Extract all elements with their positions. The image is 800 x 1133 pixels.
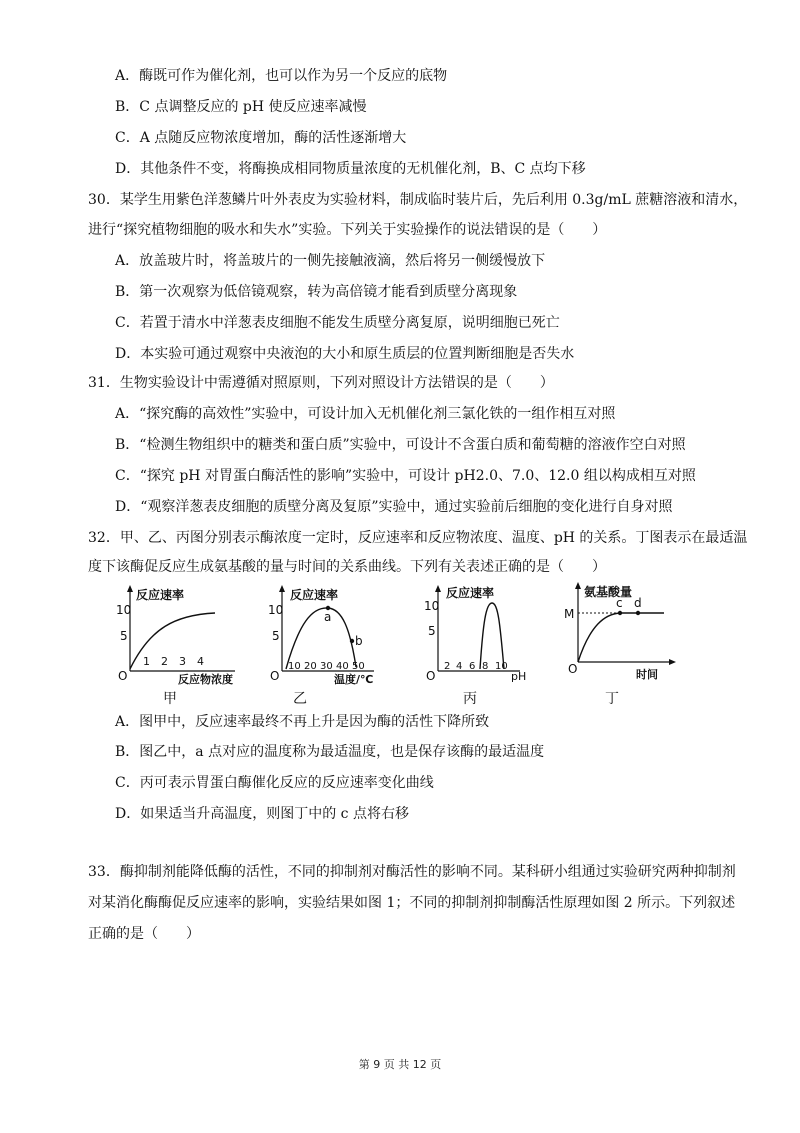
graph-yi-caption: 乙 xyxy=(293,691,307,707)
graph-jia-xtick-4: 4 xyxy=(197,655,204,668)
q30-stem-line1: 30．某学生用紫色洋葱鳞片叶外表皮为实验材料，制成临时装片后，先后利用 0.3g/mL 蔗糖溶液和清水， xyxy=(88,192,748,208)
graph-yi-y-arrow xyxy=(279,585,285,592)
graph-ding-y-arrow xyxy=(575,582,581,589)
graph-ding-xlabel: 时间 xyxy=(636,668,658,680)
q32-stem-line2: 度下该酶促反应生成氨基酸的量与时间的关系曲线。下列有关表述正确的是（ ） xyxy=(88,559,606,575)
q29-option-d: D．其他条件不变，将酶换成相同物质量浓度的无机催化剂，B、C 点均下移 xyxy=(115,161,586,177)
page-footer: 第 9 页 共 12 页 xyxy=(358,1058,442,1071)
graph-yi-xtick-20: 20 xyxy=(304,661,317,672)
graph-jia-xtick-2: 2 xyxy=(161,655,168,668)
graph-yi-ytick-5: 5 xyxy=(272,629,280,643)
graph-jia-xtick-3: 3 xyxy=(179,655,186,668)
q30-stem-line2: 进行“探究植物细胞的吸水和失水”实验。下列关于实验操作的说法错误的是（ ） xyxy=(88,222,607,238)
graph-bing-ytick-10: 10 xyxy=(424,599,440,613)
graph-jia-y-arrow xyxy=(127,585,133,592)
graph-jia-origin: O xyxy=(118,669,128,683)
graph-yi-ylabel: 反应速率 xyxy=(290,588,339,602)
graph-ding-point-c xyxy=(618,611,622,615)
graph-yi-xtick-10: 10 xyxy=(288,661,301,672)
graph-jia-ylabel: 反应速率 xyxy=(136,588,185,602)
graph-ding xyxy=(560,580,680,684)
q30-option-b: B．第一次观察为低倍镜观察，转为高倍镜才能看到质壁分离现象 xyxy=(115,284,518,300)
graph-bing xyxy=(420,583,535,687)
graph-ding-label-d: d xyxy=(634,596,642,610)
q33-stem-line2: 对某消化酶酶促反应速率的影响，实验结果如图 1；不同的抑制剂抑制酶活性原理如图 2 所示。下列叙述 xyxy=(88,895,736,911)
q30-option-d: D．本实验可通过观察中央液泡的大小和原生质层的位置判断细胞是否失水 xyxy=(115,346,575,362)
graph-yi-xlabel: 温度/℃ xyxy=(334,673,374,686)
graph-bing-curve xyxy=(480,603,504,669)
q29-option-b: B．C 点调整反应的 pH 使反应速率减慢 xyxy=(115,99,367,115)
graph-yi-xtick-40: 40 xyxy=(336,661,349,672)
graph-ding-caption: 丁 xyxy=(605,691,619,707)
q32-option-a: A．图甲中，反应速率最终不再上升是因为酶的活性下降所致 xyxy=(115,714,490,730)
q30-option-a: A．放盖玻片时，将盖玻片的一侧先接触液滴，然后将另一侧缓慢放下 xyxy=(115,253,546,269)
graph-jia-caption: 甲 xyxy=(163,691,177,707)
graph-bing-ylabel: 反应速率 xyxy=(446,586,495,600)
graph-ding-ymark-m: M xyxy=(564,607,575,621)
graph-bing-ytick-5: 5 xyxy=(428,624,436,638)
graph-ding-label-c: c xyxy=(616,596,623,610)
q32-option-b: B．图乙中，a 点对应的温度称为最适温度，也是保存该酶的最适温度 xyxy=(115,744,545,760)
graph-ding-ylabel: 氨基酸量 xyxy=(584,585,633,599)
graph-yi-origin: O xyxy=(270,669,280,683)
q31-option-a: A．“探究酶的高效性”实验中，可设计加入无机催化剂三氯化铁的一组作相互对照 xyxy=(115,406,616,422)
q31-option-b: B．“检测生物组织中的糖类和蛋白质”实验中，可设计不含蛋白质和葡萄糖的溶液作空白对照 xyxy=(115,437,686,453)
graph-jia-ytick-10: 10 xyxy=(116,603,132,617)
q32-stem-line1: 32．甲、乙、丙图分别表示酶浓度一定时，反应速率和反应物浓度、温度、pH 的关系。丁图表示在最适温 xyxy=(88,530,748,546)
graph-bing-xtick-8: 8 xyxy=(482,661,489,672)
graph-ding-point-d xyxy=(636,611,640,615)
graph-bing-xtick-2: 2 xyxy=(444,661,451,672)
graph-yi-point-b xyxy=(350,639,354,643)
q31-option-c: C．“探究 pH 对胃蛋白酶活性的影响”实验中，可设计 pH2.0、7.0、12.0 组以构成相互对照 xyxy=(115,468,696,484)
graph-bing-xlabel: pH xyxy=(511,670,527,683)
graph-yi-label-a: a xyxy=(324,610,332,624)
graph-yi-xtick-50: 50 xyxy=(352,661,365,672)
q32-option-d: D．如果适当升高温度，则图丁中的 c 点将右移 xyxy=(115,806,409,822)
graph-bing-xtick-6: 6 xyxy=(469,661,476,672)
q33-stem-line1: 33．酶抑制剂能降低酶的活性，不同的抑制剂对酶活性的影响不同。某科研小组通过实验研究两种抑制剂 xyxy=(88,864,736,880)
graph-ding-origin: O xyxy=(568,662,578,676)
graph-jia-xtick-1: 1 xyxy=(143,655,150,668)
q29-option-a: A．酶既可作为催化剂，也可以作为另一个反应的底物 xyxy=(115,68,448,84)
graph-bing-xtick-4: 4 xyxy=(456,661,463,672)
q32-option-c: C．丙可表示胃蛋白酶催化反应的反应速率变化曲线 xyxy=(115,775,434,791)
q31-option-d: D．“观察洋葱表皮细胞的质壁分离及复原”实验中，通过实验前后细胞的变化进行自身对照 xyxy=(115,499,673,515)
graph-bing-origin: O xyxy=(426,669,436,683)
graph-yi-curve xyxy=(286,608,356,669)
q29-option-c: C．A 点随反应物浓度增加，酶的活性逐渐增大 xyxy=(115,130,407,146)
graph-jia-ytick-5: 5 xyxy=(120,629,128,643)
graph-yi-label-b: b xyxy=(355,634,363,648)
q30-option-c: C．若置于清水中洋葱表皮细胞不能发生质壁分离复原，说明细胞已死亡 xyxy=(115,315,560,331)
q31-stem: 31．生物实验设计中需遵循对照原则，下列对照设计方法错误的是（ ） xyxy=(88,375,554,391)
graph-bing-caption: 丙 xyxy=(463,691,477,707)
graph-yi-ytick-10: 10 xyxy=(268,603,284,617)
graph-ding-x-arrow xyxy=(669,659,676,665)
graph-ding-curve xyxy=(578,613,664,662)
graph-bing-xtick-10: 10 xyxy=(495,661,508,672)
graph-bing-y-arrow xyxy=(435,585,441,592)
graph-yi-xtick-30: 30 xyxy=(320,661,333,672)
q33-stem-line3: 正确的是（ ） xyxy=(88,926,200,942)
graph-jia-xlabel: 反应物浓度 xyxy=(178,673,233,686)
